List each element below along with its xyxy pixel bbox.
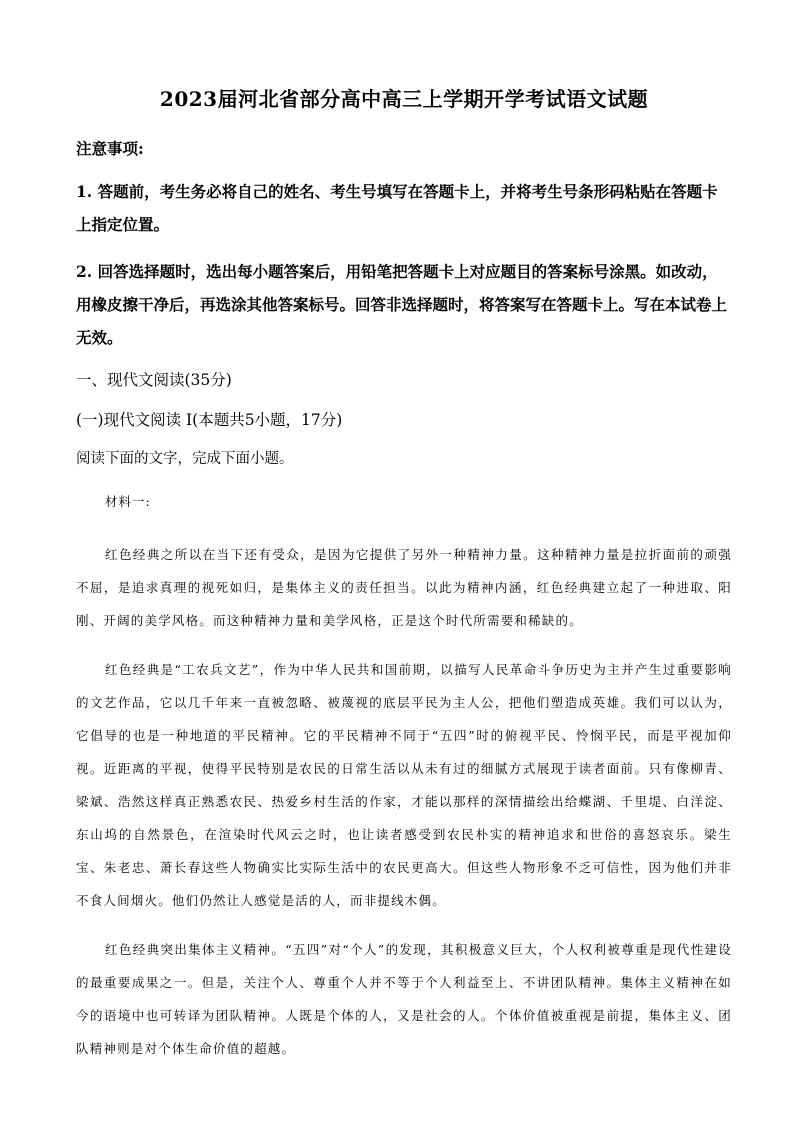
paragraph-1: 红色经典之所以在当下还有受众，是因为它提供了另外一种精神力量。这种精神力量是拉折面前的顽强不屈，是追求真理的视死如归，是集体主义的责任担当。以此为精神内涵，红色经典建立起了一种进取、阳刚、开阔的美学风格。而这种精神力量和美学风格，正是这个时代所需要和稀缺的。 [76,547,732,628]
notice-heading: 注意事项: [76,139,144,158]
material-label: 材料一: [105,494,151,509]
notice-item-2: 2. 回答选择题时，选出每小题答案后，用铅笔把答题卡上对应题目的答案标号涂黑。如改动，用橡皮擦干净后，再选涂其他答案标号。回答非选择题时，将答案写在答题卡上。写在本试卷上无效。 [76,262,728,347]
paragraph-3: 红色经典突出集体主义精神。“五四”对“个人”的发现，其积极意义巨大，个人权利被尊重是现代性建设的最重要成果之一。但是，关注个人、尊重个人并不等于个人利益至上、不讲团队精神。集体主义精神在如今的语境中也可转译为团队精神。人既是个体的人，又是社会的人。个体价值被重视是前提，集体主义、团队精神则是对个体生命价值的超越。 [76,942,732,1056]
notice-item-1: 1. 答题前，考生务必将自己的姓名、考生号填写在答题卡上，并将考生号条形码粘贴在答题卡上指定位置。 [76,182,718,234]
subsection-title: (一)现代文阅读 I(本题共5小题，17分) [76,411,343,429]
exam-title: 2023届河北省部分高中高三上学期开学考试语文试题 [159,87,649,111]
reading-instruction: 阅读下面的文字，完成下面小题。 [76,451,294,467]
section-title: 一、现代文阅读(35分) [76,371,232,389]
paragraph-2: 红色经典是“工农兵文艺”，作为中华人民共和国前期，以描写人民革命斗争历史为主并产生过重要影响的文艺作品，它以几千年来一直被忽略、被蔑视的底层平民为主人公，把他们塑造成英雄。我们可以认为，它倡导的也是一种地道的平民精神。它的平民精神不同于“五四”时的俯视平民、怜悯平民，而是平视加仰视。近距离的平视，使得平民特别是农民的日常生活以从未有过的细腻方式展现于读者面前。只有像柳青、梁斌、浩然这样真正熟悉农民、热爱乡村生活的作家，才能以那样的深情描绘出给蝶湖、千里堤、白洋淀、东山坞的自然景色，在渲染时代风云之时，也让读者感受到农民朴实的精神追求和世俗的喜怒哀乐。梁生宝、朱老忠、萧长春这些人物确实比实际生活中的农民更高大。但这些人物形象不乏可信性，因为他们并非不食人间烟火。他们仍然让人感觉是活的人，而非提线木偶。 [76,662,732,908]
